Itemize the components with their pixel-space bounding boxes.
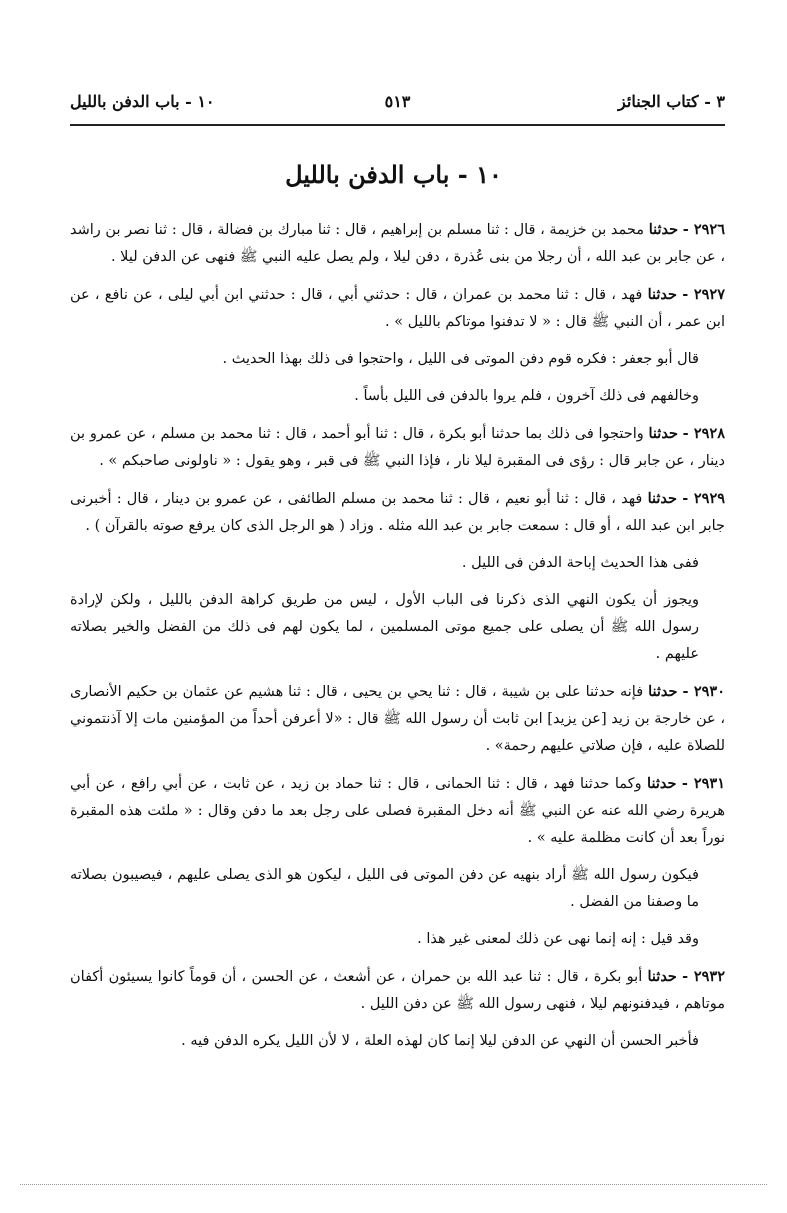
- narration-keyword: حدثنا: [648, 683, 678, 700]
- narration-keyword: حدثنا: [648, 425, 678, 442]
- narration-keyword: حدثنا: [647, 286, 677, 303]
- footer-divider: [20, 1184, 767, 1185]
- paragraph-text: أبو بكرة ، قال : ثنا عبد الله بن حمران ، عن أشعث ، عن الحسن ، أن قوماً كانوا يسيئون أكفان موتاهم ، فيدفنونهم ليلا ، فنهى رسول الله ﷺ عن دفن الليل .: [70, 969, 725, 1012]
- chapter-title: ١٠ - باب الدفن بالليل: [285, 160, 502, 189]
- paragraph-text: ويجوز أن يكون النهي الذى ذكرنا فى الباب الأول ، ليس من طريق كراهة الدفن بالليل ، ولكن لإرادة رسول الله ﷺ أن يصلى على جميع موتى المسلمين ، لما يكون لهم فى ذلك من الفضل والخير بصلاته عليهم .: [70, 592, 699, 662]
- paragraph: [70, 770, 725, 852]
- paragraph: [70, 485, 725, 540]
- hadith-number: ٢٩٣٠ -: [682, 683, 726, 700]
- paragraph: [70, 862, 725, 916]
- paragraph: [70, 383, 725, 410]
- narration-keyword: حدثنا: [648, 221, 679, 238]
- hadith-number: ٢٩٢٧ -: [682, 286, 726, 303]
- paragraph-text: فهد ، قال : ثنا محمد بن عمران ، قال : حدثني أبي ، قال : حدثني ابن أبي ليلى ، عن نافع ، عن ابن عمر ، أن النبي ﷺ قال : « لا تدفنوا موتاكم بالليل » .: [70, 287, 725, 330]
- header-rule: [70, 124, 725, 126]
- paragraph: [70, 678, 725, 760]
- header-chapter-title: ١٠ - باب الدفن بالليل: [70, 92, 215, 111]
- paragraph-text: فهد ، قال : ثنا أبو نعيم ، قال : ثنا محمد بن مسلم الطائفى ، عن عمرو بن دينار ، قال : أخبرنى جابر ابن عبد الله ، أو قال : سمعت جابر بن عبد الله مثله . وزاد ( هو الرجل الذى كان يرفع صوته بالقرآن ) .: [70, 491, 725, 534]
- paragraph: [70, 926, 725, 953]
- narration-keyword: حدثنا: [647, 490, 677, 507]
- paragraph-text: قال أبو جعفر : فكره قوم دفن الموتى فى الليل ، واحتجوا فى ذلك بهذا الحديث .: [222, 351, 699, 367]
- hadith-number: ٢٩٢٦ -: [682, 221, 725, 238]
- paragraph: [70, 1028, 725, 1055]
- body-text: [70, 216, 725, 1065]
- paragraph: [70, 550, 725, 577]
- paragraph-text: واحتجوا فى ذلك بما حدثنا أبو بكرة ، قال : ثنا أبو أحمد ، قال : ثنا محمد بن مسلم ، عن عمرو بن دينار ، عن جابر قال : رؤى فى المقبرة ليلا نار ، فإذا النبي ﷺ فى قبر ، وهو يقول : « ناولونى صاحبكم » .: [70, 426, 725, 469]
- paragraph-text: محمد بن خزيمة ، قال : ثنا مسلم بن إبراهيم ، قال : ثنا مبارك بن فضالة ، قال : ثنا نصر بن راشد ، عن جابر بن عبد الله ، أن رجلا من بنى عُذرة ، دفن ليلا ، ولم يصل عليه النبي ﷺ فنهى عن الدفن ليلا .: [70, 222, 725, 265]
- page-number: ٥١٣: [384, 92, 411, 111]
- page-header: [70, 92, 725, 116]
- narration-keyword: حدثنا: [647, 775, 677, 792]
- paragraph-text: وقد قيل : إنه إنما نهى عن ذلك لمعنى غير هذا .: [417, 931, 699, 947]
- paragraph: [70, 420, 725, 475]
- paragraph-text: فإنه حدثنا على بن شيبة ، قال : ثنا يحي بن يحيى ، قال : ثنا هشيم عن عثمان بن حكيم الأنصارى ، عن خارجة بن زيد [عن يزيد] ابن ثابت أن رسول الله ﷺ قال : «لا أعرفن أحداً من المؤمنين مات إلا آذنتموني للصلاة عليه ، فإن صلاتي عليهم رحمة» .: [70, 684, 725, 754]
- paragraph: [70, 587, 725, 668]
- paragraph: [70, 963, 725, 1018]
- paragraph-text: وكما حدثنا فهد ، قال : ثنا الحمانى ، قال : ثنا حماد بن زيد ، عن ثابت ، عن أبي رافع ، عن أبي هريرة رضي الله عنه عن النبي ﷺ أنه دخل المقبرة فصلى على رجل بعد ما دفن وقال : « ملئت هذه المقبرة نوراً بعد أن كانت مظلمة عليه » .: [70, 776, 725, 846]
- paragraph-text: فيكون رسول الله ﷺ أراد بنهيه عن دفن الموتى فى الليل ، ليكون هو الذى يصلى عليهم ، فيصيبون بصلاته ما وصفنا من الفضل .: [70, 867, 699, 910]
- hadith-number: ٢٩٢٨ -: [682, 425, 726, 442]
- hadith-number: ٢٩٣١ -: [681, 775, 726, 792]
- paragraph-text: ففى هذا الحديث إباحة الدفن فى الليل .: [461, 555, 699, 571]
- hadith-number: ٢٩٢٩ -: [682, 490, 726, 507]
- header-book-title: ٣ - كتاب الجنائز: [618, 92, 725, 111]
- paragraph-text: فأخبر الحسن أن النهي عن الدفن ليلا إنما كان لهذه العلة ، لا لأن الليل يكره الدفن فيه .: [181, 1033, 699, 1049]
- paragraph: [70, 216, 725, 271]
- narration-keyword: حدثنا: [647, 968, 677, 985]
- paragraph: [70, 346, 725, 373]
- hadith-number: ٢٩٣٢ -: [682, 968, 725, 985]
- paragraph: [70, 281, 725, 336]
- paragraph-text: وخالفهم فى ذلك آخرون ، فلم يروا بالدفن فى الليل بأساً .: [354, 388, 699, 404]
